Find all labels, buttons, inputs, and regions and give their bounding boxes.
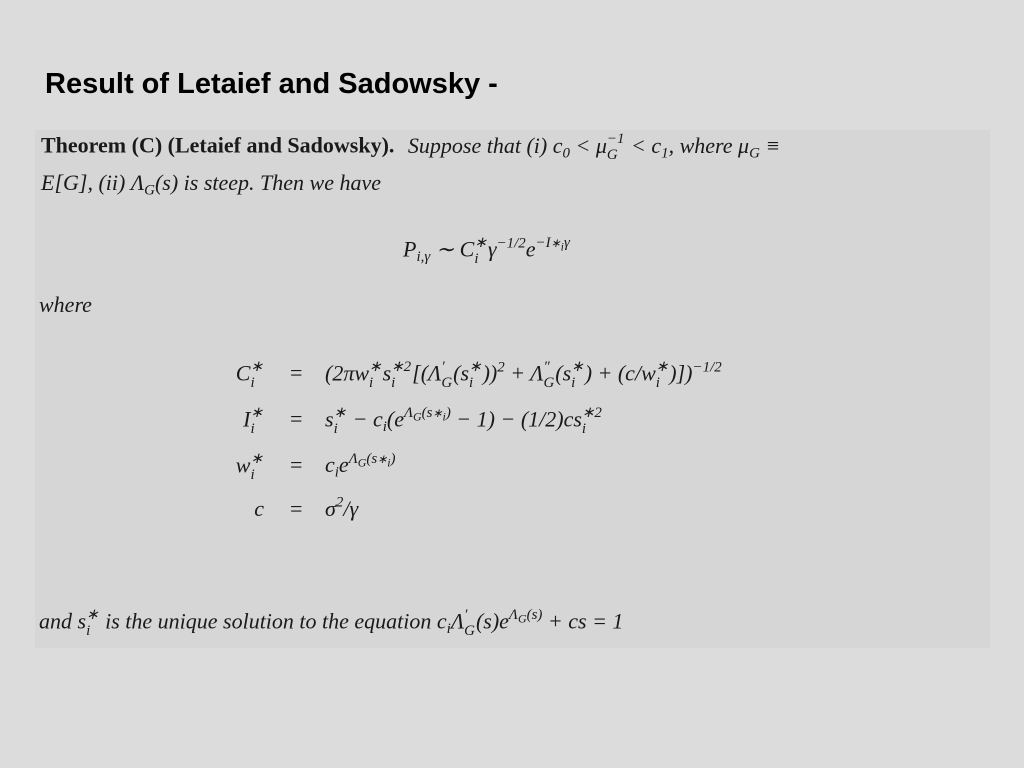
equation-lhs: c — [254, 496, 264, 521]
theorem-text-1: Suppose that (i) $c_0 < \mu$ −1 G < $c_1$, where $\mu_G$ ≡ — [407, 131, 781, 163]
main-formula: $P_{i,\gamma}$ ∼ C ∗ i $\gamma^{-1/2}e^{-I∗_i\gamma}$ — [403, 235, 570, 267]
equation-lhs: w ∗ i — [235, 451, 263, 483]
equation-sign: = — [288, 406, 304, 431]
equation-rhs: $c_ie^{\Lambda_G(s∗_i)}$ — [325, 450, 396, 481]
closing-statement: and s ∗ i is the unique solution to the equation $c_i\Lambda$ ′ G $(s)e^{\Lambda_G(s)}$ + cs = 1 — [39, 607, 624, 639]
theorem-panel — [35, 130, 990, 648]
equation-row-2 — [35, 406, 990, 436]
theorem-label: Theorem (C) (Letaief and Sadowsky). — [41, 132, 395, 158]
equation-rhs: $\sigma^2/\gamma$ — [325, 494, 359, 521]
equation-row-4 — [35, 496, 990, 526]
slide-title: Result of Letaief and Sadowsky - — [45, 68, 498, 100]
theorem-line-2: E[G], (ii) $\Lambda_G(s)$ is steep. Then we have — [41, 170, 381, 199]
equation-row-1 — [35, 360, 990, 390]
equation-sign: = — [288, 496, 304, 521]
equation-sign: = — [288, 452, 304, 477]
theorem-line-1 — [41, 132, 780, 163]
equation-lhs: I ∗ i — [243, 405, 263, 437]
where-label: where — [39, 292, 92, 317]
equation-lhs: C ∗ i — [235, 359, 263, 391]
equation-rhs: (2πw ∗ i s ∗2 i [(Λ ′ G (s ∗ i ))$^2$ + Λ ″ G (s ∗ i ) + (c/w ∗ i )])$^{-1/2}$ — [325, 359, 722, 391]
equation-rhs: s ∗ i − $c_i(e^{\Lambda_G(s∗_i)} - 1) - (1/2)cs$ ∗2 i — [325, 405, 602, 437]
equation-row-3 — [35, 452, 990, 482]
equation-sign: = — [288, 360, 304, 385]
